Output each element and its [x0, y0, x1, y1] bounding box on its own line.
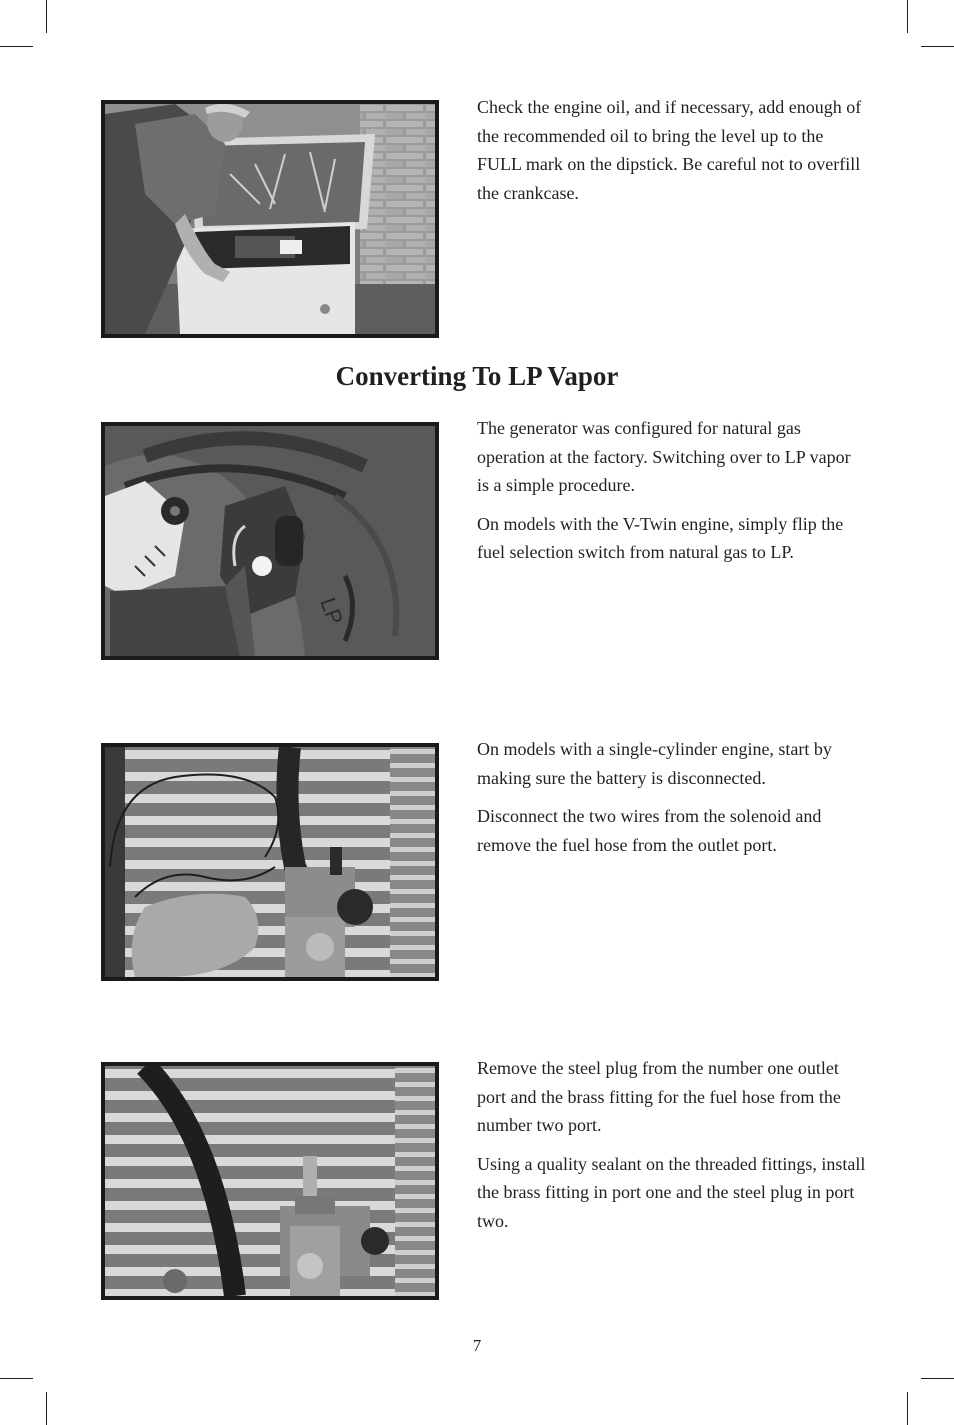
section-2-paragraph-2: On models with the V-Twin engine, simply flip the fuel selection switch from natural gas to LP. — [477, 513, 844, 562]
crop-mark — [907, 0, 908, 33]
photo-vtwin-fuel-switch-image — [105, 426, 435, 656]
photo-brass-fitting-image — [105, 1066, 435, 1296]
section-3-text — [477, 735, 867, 869]
section-3-paragraph-2: Disconnect the two wires from the solenoid and remove the fuel hose from the outlet port. — [477, 806, 822, 855]
page-number: 7 — [472, 1336, 482, 1355]
photo-checking-oil — [101, 100, 439, 338]
crop-mark — [0, 46, 33, 47]
section-2-paragraph-1: The generator was configured for natural gas operation at the factory. Switching over to LP vapor is a simple procedure. — [477, 418, 851, 495]
section-heading: Converting To LP Vapor — [335, 361, 619, 391]
crop-mark — [46, 1392, 47, 1425]
section-2-text — [477, 414, 867, 577]
photo-solenoid-wires — [101, 743, 439, 981]
section-1-text — [477, 93, 867, 217]
crop-mark — [921, 1378, 954, 1379]
section-4-paragraph-1: Remove the steel plug from the number one outlet port and the brass fitting for the fuel hose from the number two port. — [477, 1058, 841, 1135]
crop-mark — [0, 1378, 33, 1379]
crop-mark — [46, 0, 47, 33]
lp-marking: LP — [315, 594, 349, 629]
crop-mark — [921, 46, 954, 47]
photo-brass-fitting — [101, 1062, 439, 1300]
section-4-paragraph-2: Using a quality sealant on the threaded fittings, install the brass fitting in port one and the steel plug in port two. — [477, 1153, 866, 1231]
section-4-text — [477, 1054, 867, 1245]
photo-vtwin-fuel-switch — [101, 422, 439, 660]
crop-mark — [907, 1392, 908, 1425]
photo-solenoid-wires-image — [105, 747, 435, 977]
section-1-paragraph-1: Check the engine oil, and if necessary, add enough of the recommended oil to bring the level up to the FULL mark on the dipstick. Be careful not to overfill the crankcase. — [477, 97, 862, 203]
photo-checking-oil-image — [105, 104, 435, 334]
section-3-paragraph-1: On models with a single-cylinder engine, start by making sure the battery is disconnected. — [477, 739, 832, 788]
